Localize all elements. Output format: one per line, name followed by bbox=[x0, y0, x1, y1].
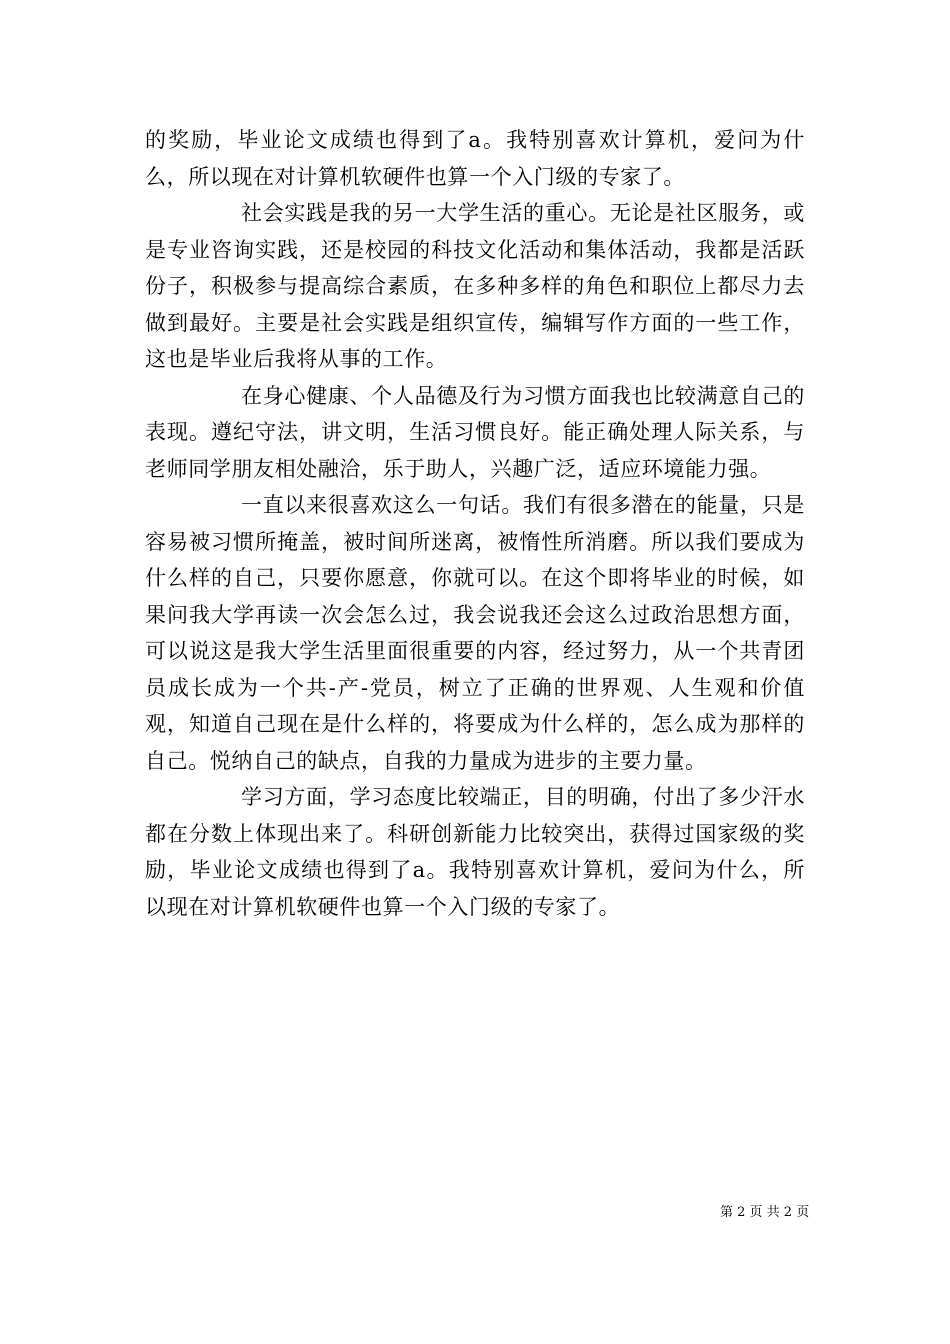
paragraph-3: 在身心健康、个人品德及行为习惯方面我也比较满意自己的表现。遵纪守法，讲文明，生活习惯良好。能正确处理人际关系，与老师同学朋友相处融洽，乐于助人，兴趣广泛，适应环境能力强。 bbox=[145, 383, 805, 481]
paragraph-2: 社会实践是我的另一大学生活的重心。无论是社区服务，或是专业咨询实践，还是校园的科技文化活动和集体活动，我都是活跃份子，积极参与提高综合素质，在多种多样的角色和职位上都尽力去做到最好。主要是社会实践是组织宣传，编辑写作方面的一些工作，这也是毕业后我将从事的工作。 bbox=[145, 201, 805, 371]
page-number-footer: 第 2 页 共 2 页 bbox=[720, 1205, 810, 1220]
paragraph-5: 学习方面，学习态度比较端正，目的明确，付出了多少汗水都在分数上体现出来了。科研创新能力比较突出，获得过国家级的奖励，毕业论文成绩也得到了a。我特别喜欢计算机，爱问为什么，所以现在对计算机软硬件也算一个入门级的专家了。 bbox=[145, 785, 805, 919]
paragraph-1: 的奖励，毕业论文成绩也得到了a。我特别喜欢计算机，爱问为什么，所以现在对计算机软硬件也算一个入门级的专家了。 bbox=[145, 128, 805, 189]
document-body bbox=[145, 122, 805, 925]
paragraph-4: 一直以来很喜欢这么一句话。我们有很多潜在的能量，只是容易被习惯所掩盖，被时间所迷离，被惰性所消磨。所以我们要成为什么样的自己，只要你愿意，你就可以。在这个即将毕业的时候，如果问我大学再读一次会怎么过，我会说我还会这么过政治思想方面，可以说这是我大学生活里面很重要的内容，经过努力，从一个共青团员成长成为一个共-产-党员，树立了正确的世界观、人生观和价值观，知道自己现在是什么样的，将要成为什么样的，怎么成为那样的自己。悦纳自己的缺点，自我的力量成为进步的主要力量。 bbox=[145, 493, 805, 773]
